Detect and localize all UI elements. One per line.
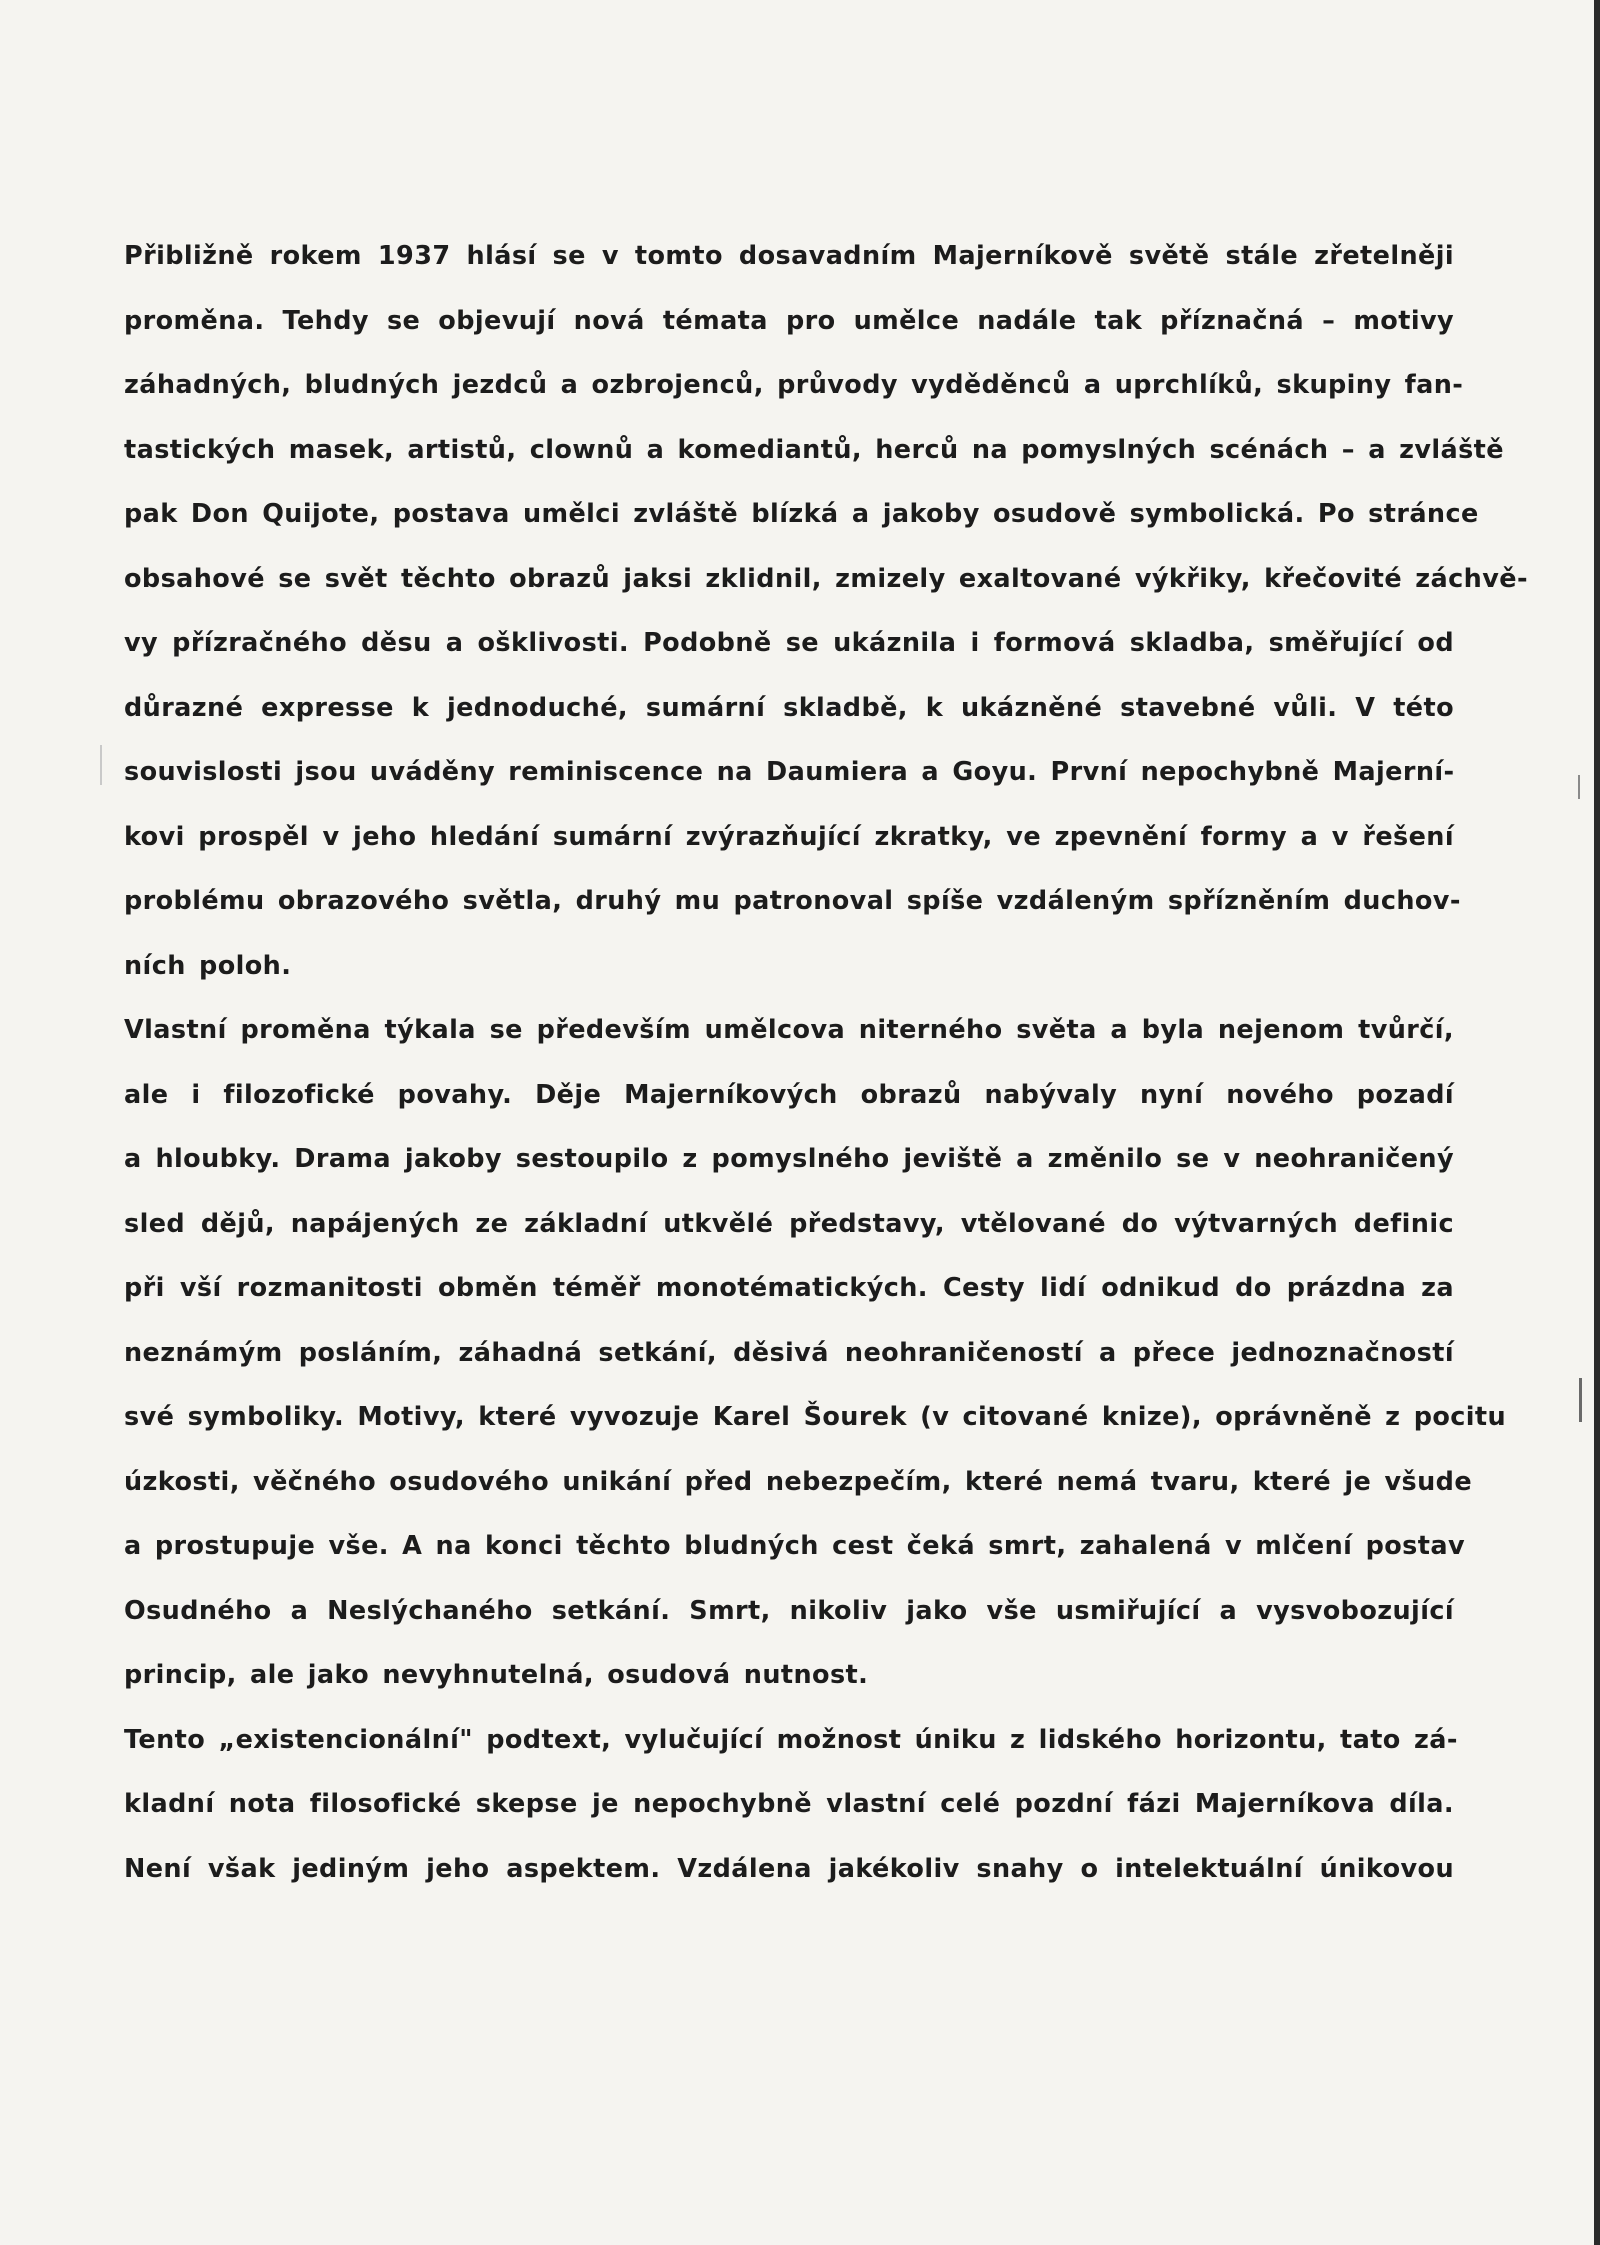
text-line: ale i filozofické povahy. Děje Majerníkových obrazů nabývaly nyní nového pozadí	[124, 1079, 1454, 1110]
text-line: úzkosti, věčného osudového unikání před nebezpečím, které nemá tvaru, které je všude	[124, 1466, 1473, 1497]
body-text	[124, 224, 1528, 1901]
text-line: kladní nota filosofické skepse je nepochybně vlastní celé pozdní fázi Majerníkova díla.	[124, 1789, 1454, 1819]
text-line: a prostupuje vše. A na konci těchto bludných cest čeká smrt, zahalená v mlčení postav	[124, 1531, 1465, 1561]
text-line: ních poloh.	[124, 950, 292, 981]
text-line: pak Don Quijote, postava umělci zvláště blízká a jakoby osudově symbolická. Po stránce	[124, 499, 1479, 529]
scan-edge-mark	[1579, 1378, 1582, 1422]
text-line: Přibližně rokem 1937 hlásí se v tomto dosavadním Majerníkově světě stále zřetelněji	[124, 241, 1454, 271]
text-line: Není však jediným jeho aspektem. Vzdálena jakékoliv snahy o intelektuální únikovou	[124, 1853, 1454, 1884]
paragraph-3	[124, 1708, 1458, 1902]
text-line: záhadných, bludných jezdců a ozbrojenců, průvody vyděděnců a uprchlíků, skupiny fan-	[124, 370, 1464, 400]
paragraph-2	[124, 998, 1507, 1708]
text-line: a hloubky. Drama jakoby sestoupilo z pomyslného jeviště a změnilo se v neohraničený	[124, 1144, 1454, 1174]
text-line: princip, ale jako nevyhnutelná, osudová nutnost.	[124, 1660, 869, 1690]
text-line: tastických masek, artistů, clownů a komediantů, herců na pomyslných scénách – a zvláště	[124, 434, 1504, 465]
text-line: při vší rozmanitosti obměn téměř monotématických. Cesty lidí odnikud do prázdna za	[124, 1273, 1454, 1303]
scan-edge-mark	[1578, 775, 1580, 799]
text-line: proměna. Tehdy se objevují nová témata pro umělce nadále tak příznačná – motivy	[124, 305, 1454, 336]
text-line: problému obrazového světla, druhý mu patronoval spíše vzdáleným spřízněním duchov-	[124, 886, 1461, 916]
text-line: obsahové se svět těchto obrazů jaksi zklidnil, zmizely exaltované výkřiky, křečovité záchvě-	[124, 563, 1528, 594]
text-line: kovi prospěl v jeho hledání sumární zvýrazňující zkratky, ve zpevnění formy a v řešení	[124, 821, 1454, 852]
text-line: souvislosti jsou uváděny reminiscence na Daumiera a Goyu. První nepochybně Majerní-	[124, 757, 1455, 787]
text-line: vy přízračného děsu a ošklivosti. Podobně se ukáznila i formová skladba, směřující od	[124, 628, 1454, 658]
paragraph-1	[124, 224, 1528, 998]
text-line: důrazné expresse k jednoduché, sumární skladbě, k ukázněné stavebné vůli. V této	[124, 692, 1454, 723]
text-line: Tento „existencionální" podtext, vylučující možnost úniku z lidského horizontu, tato zá-	[124, 1724, 1458, 1755]
text-line: Osudného a Neslýchaného setkání. Smrt, nikoliv jako vše usmiřující a vysvobozující	[124, 1595, 1454, 1626]
scan-margin-mark	[100, 745, 102, 785]
text-line: neznámým posláním, záhadná setkání, děsivá neohraničeností a přece jednoznačností	[124, 1337, 1454, 1368]
text-line: sled dějů, napájených ze základní utkvělé představy, vtělované do výtvarných definic	[124, 1208, 1454, 1239]
text-line: Vlastní proměna týkala se především umělcova niterného světa a byla nejenom tvůrčí,	[124, 1015, 1454, 1045]
text-line: své symboliky. Motivy, které vyvozuje Karel Šourek (v citované knize), oprávněně z pocitu	[124, 1402, 1507, 1432]
